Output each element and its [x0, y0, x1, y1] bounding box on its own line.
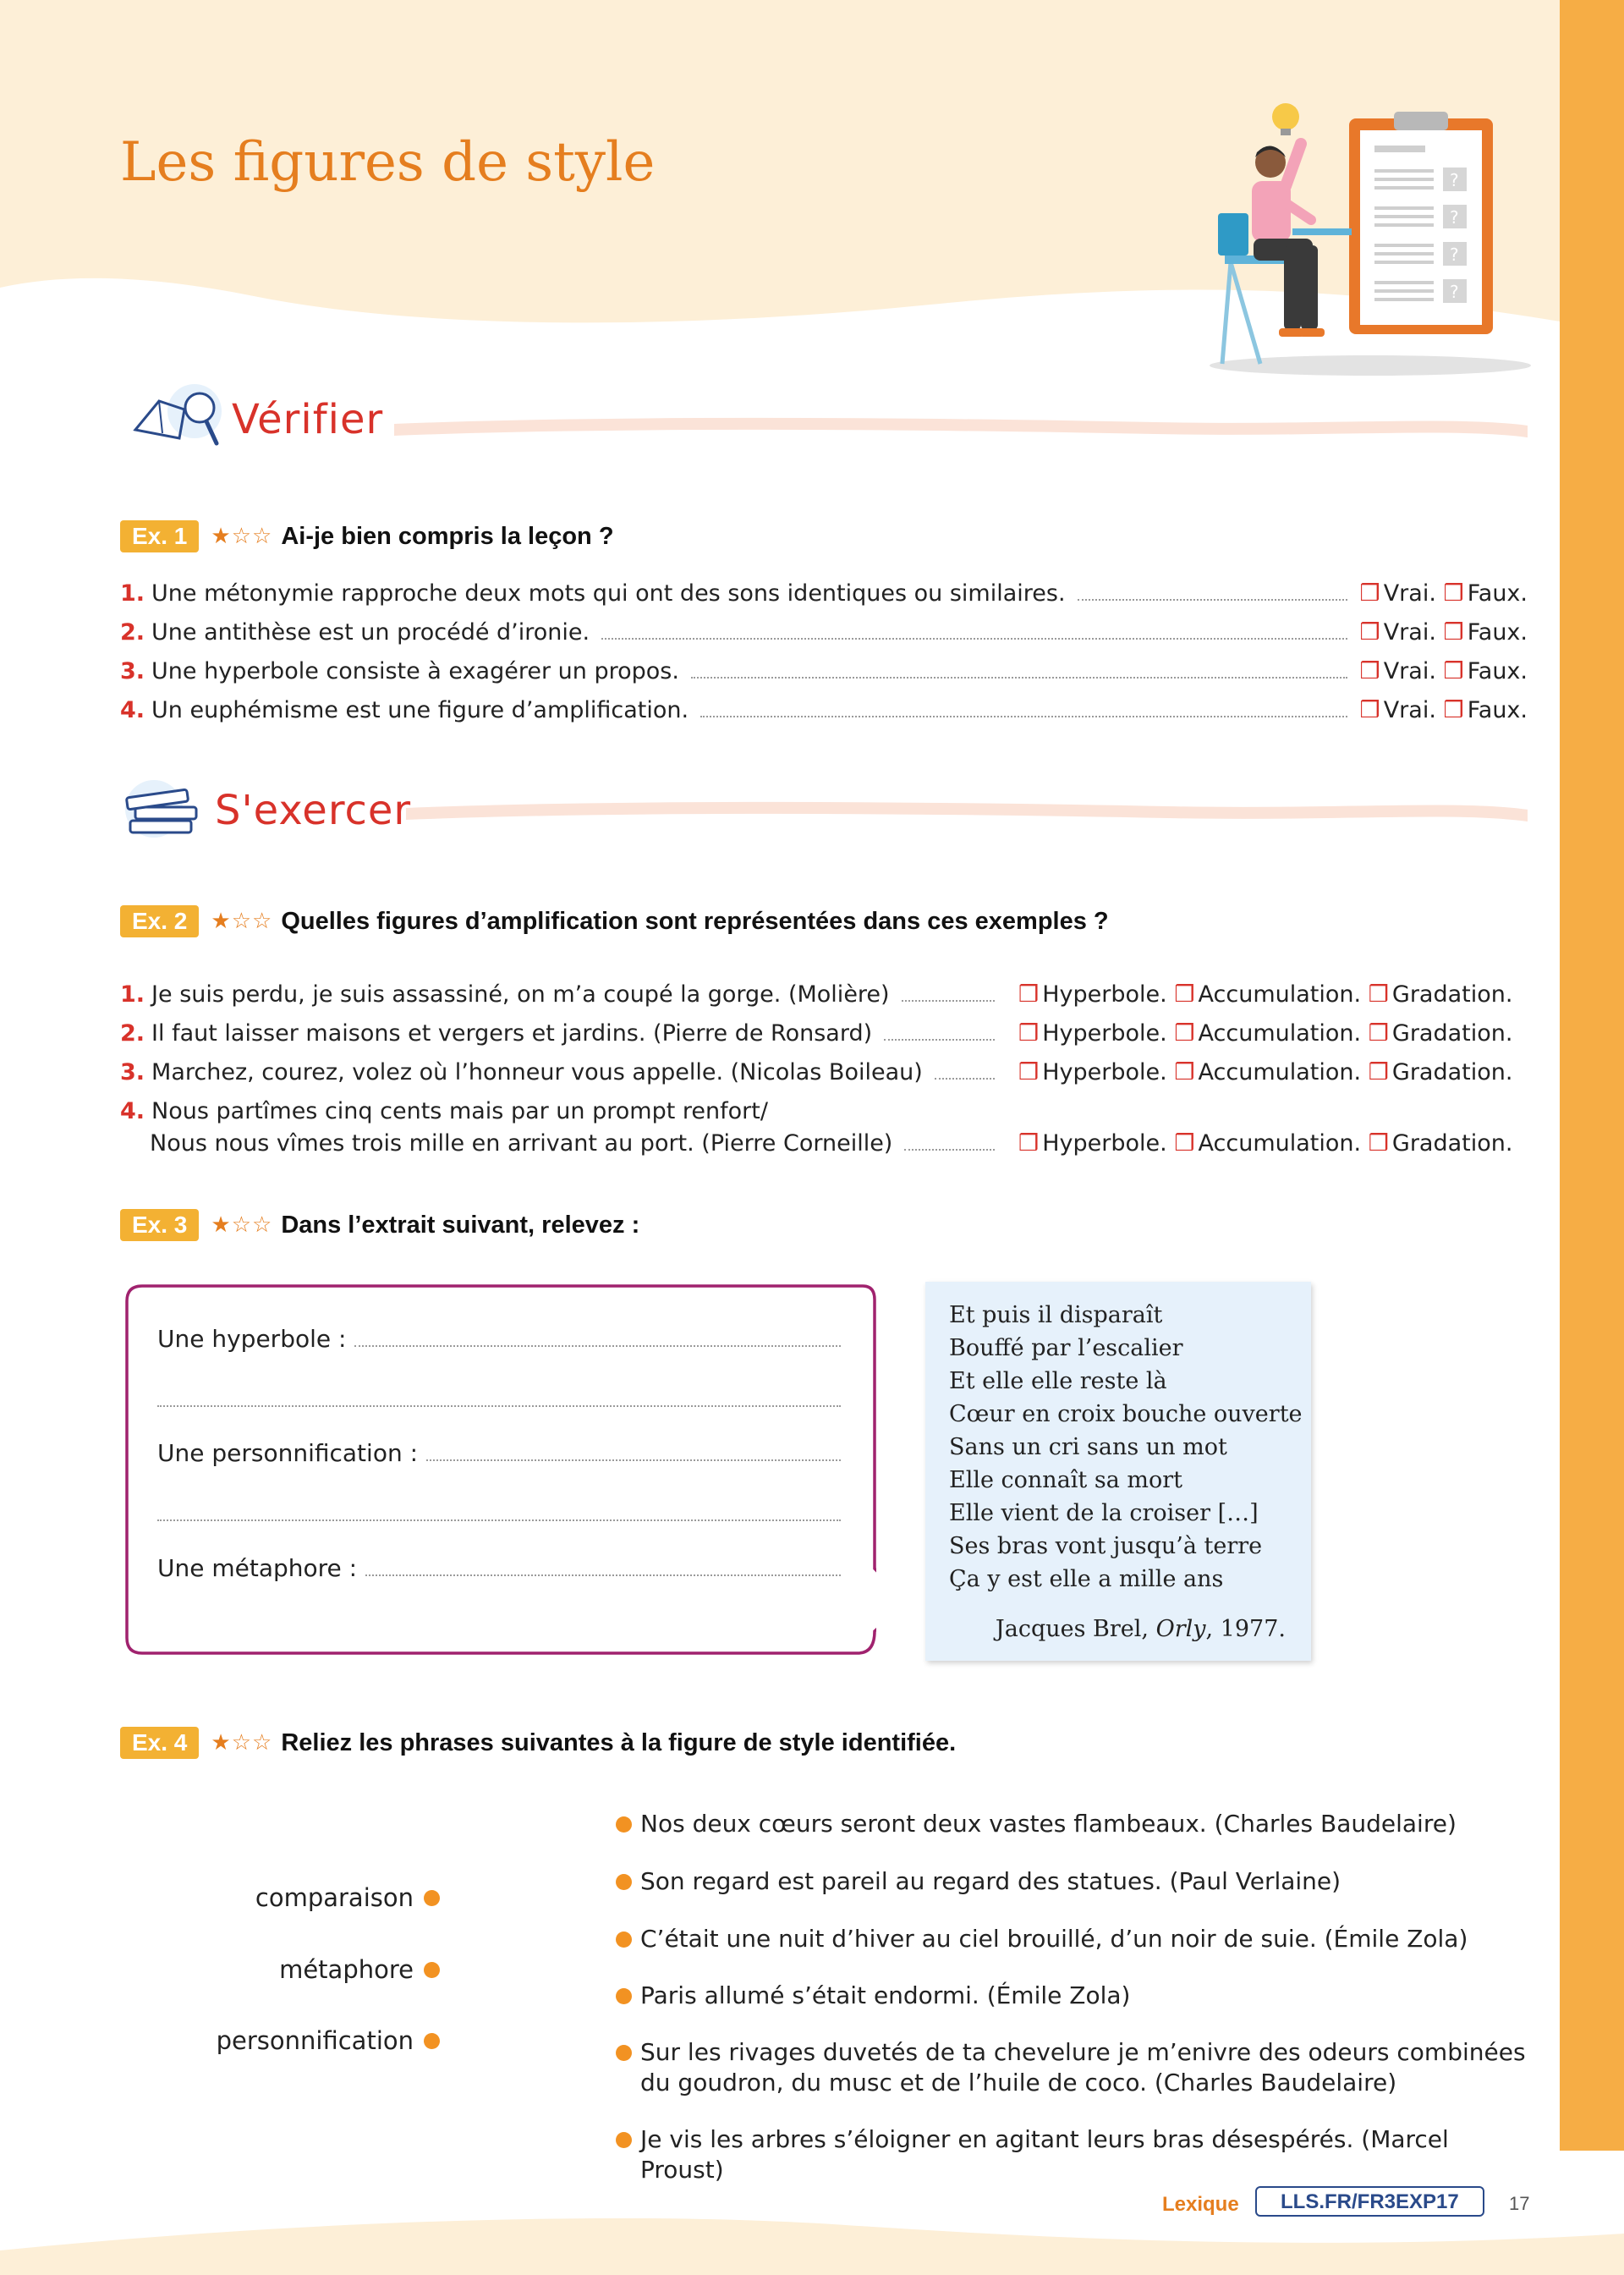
poem-line: Ses bras vont jusqu’à terre [949, 1533, 1263, 1559]
checkbox-gradation[interactable]: ❒ [1368, 1020, 1389, 1047]
footer-link[interactable]: LLS.FR/FR3EXP17 [1255, 2186, 1484, 2217]
sentence-item[interactable]: Sur les rivages duvetés de ta chevelure je m’enivre des odeurs combinées du goudron, du musc et de l’huile de coco. (Charles Baudelaire) [616, 2037, 1538, 2098]
checkbox-false[interactable]: ❒ [1443, 658, 1464, 684]
link-dot[interactable] [616, 1932, 632, 1948]
svg-text:?: ? [1450, 170, 1459, 190]
svg-text:?: ? [1450, 282, 1459, 302]
difficulty-stars-icon: ★☆☆ [211, 1212, 273, 1238]
sentence-item[interactable]: Son regard est pareil au regard des statues. (Paul Verlaine) [616, 1866, 1538, 1897]
poem-line: Bouffé par l’escalier [949, 1335, 1183, 1361]
ex1-item: 1. Une métonymie rapproche deux mots qui ont des sons identiques ou similaires. ❒ Vrai. ❒ Faux. [120, 580, 1528, 607]
link-dot[interactable] [616, 2045, 632, 2061]
personnification-field[interactable]: Une personnification : [157, 1439, 841, 1467]
checkbox-hyperbole[interactable]: ❒ [1018, 1020, 1040, 1047]
difficulty-stars-icon: ★☆☆ [211, 1730, 273, 1756]
footer-section: Lexique [1162, 2193, 1239, 2216]
checkbox-accumulation[interactable]: ❒ [1174, 1130, 1195, 1157]
poem-line: Et puis il disparaît [949, 1302, 1163, 1328]
poem-line: Sans un cri sans un mot [949, 1434, 1227, 1460]
section-exercer [120, 768, 411, 853]
ex4-header [120, 1726, 956, 1760]
poem-excerpt [925, 1282, 1311, 1661]
page-number: 17 [1509, 2193, 1530, 2214]
link-dot[interactable] [424, 1890, 440, 1906]
ex2-item: 1. Je suis perdu, je suis assassiné, on m’a coupé la gorge. (Molière) ❒ Hyperbole. ❒ Accumulation. ❒ Gradation. [120, 981, 1513, 1008]
answer-dotted-line [1078, 599, 1348, 601]
poem-line: Ça y est elle a mille ans [949, 1566, 1224, 1592]
link-dot[interactable] [616, 1874, 632, 1890]
answer-dotted-line [700, 716, 1347, 717]
difficulty-stars-icon: ★☆☆ [211, 524, 273, 549]
hyperbole-field[interactable]: Une hyperbole : [157, 1325, 841, 1353]
ex2-item-continued: Nous nous vîmes trois mille en arrivant au port. (Pierre Corneille) ❒ Hyperbole. ❒ Accumulation. ❒ Gradation. [150, 1130, 1513, 1157]
side-band [1560, 0, 1624, 2151]
ex2-badge: Ex. 2 [120, 905, 199, 937]
section-title-exercer: S'exercer [215, 787, 412, 834]
sentence-item[interactable]: Paris allumé s’était endormi. (Émile Zola) [616, 1981, 1538, 2011]
ex2-item: 3. Marchez, courez, volez où l’honneur vous appelle. (Nicolas Boileau) ❒ Hyperbole. ❒ Accumulation. ❒ Gradation. [120, 1059, 1513, 1085]
answer-dotted-line[interactable] [157, 1519, 841, 1521]
link-dot[interactable] [616, 1816, 632, 1833]
difficulty-stars-icon: ★☆☆ [211, 909, 273, 934]
checkbox-true[interactable]: ❒ [1359, 619, 1380, 646]
answer-dotted-line [601, 638, 1347, 640]
section-divider [406, 800, 1528, 826]
answer-dotted-line [884, 1039, 995, 1041]
ex4-question: Reliez les phrases suivantes à la figure de style identifiée. [281, 1728, 957, 1756]
checkbox-false[interactable]: ❒ [1443, 697, 1464, 723]
checkbox-accumulation[interactable]: ❒ [1174, 1020, 1195, 1047]
checkbox-accumulation[interactable]: ❒ [1174, 1059, 1195, 1085]
ex1-item: 2. Une antithèse est un procédé d’ironie. ❒ Vrai. ❒ Faux. [120, 619, 1528, 646]
page-title: Les figures de style [120, 131, 656, 194]
figure-metaphore[interactable]: métaphore [85, 1955, 440, 1984]
section-divider [394, 416, 1528, 442]
sentence-item[interactable]: Je vis les arbres s’éloigner en agitant leurs bras désespérés. (Marcel Proust) [616, 2124, 1538, 2185]
checkbox-accumulation[interactable]: ❒ [1174, 981, 1195, 1008]
sentence-item[interactable]: C’était une nuit d’hiver au ciel brouillé, d’un noir de suie. (Émile Zola) [616, 1924, 1538, 1954]
ex3-badge: Ex. 3 [120, 1209, 199, 1241]
ex1-question: Ai-je bien compris la leçon ? [281, 522, 614, 550]
ex2-item: 2. Il faut laisser maisons et vergers et jardins. (Pierre de Ronsard) ❒ Hyperbole. ❒ Accumulation. ❒ Gradation. [120, 1020, 1513, 1047]
ex1-item: 4. Un euphémisme est une figure d’amplification. ❒ Vrai. ❒ Faux. [120, 697, 1528, 723]
answer-dotted-line [935, 1078, 995, 1080]
checkbox-false[interactable]: ❒ [1443, 580, 1464, 607]
poem-line: Cœur en croix bouche ouverte [949, 1401, 1303, 1427]
ex4-badge: Ex. 4 [120, 1727, 199, 1759]
ex2-item: 4. Nous partîmes cinq cents mais par un prompt renfort/ [120, 1098, 768, 1124]
figure-comparaison[interactable]: comparaison [85, 1883, 440, 1912]
ex1-header [120, 519, 614, 553]
checkbox-gradation[interactable]: ❒ [1368, 1059, 1389, 1085]
ex2-header [120, 904, 1109, 938]
figure-personnification[interactable]: personnification [85, 2026, 440, 2055]
checkbox-hyperbole[interactable]: ❒ [1018, 1059, 1040, 1085]
ex1-badge: Ex. 1 [120, 520, 199, 552]
link-dot[interactable] [616, 1988, 632, 2004]
ex3-header [120, 1208, 639, 1242]
svg-text:?: ? [1450, 245, 1459, 265]
poem-line: Et elle elle reste là [949, 1368, 1167, 1394]
checkbox-true[interactable]: ❒ [1359, 580, 1380, 607]
poem-line: Elle connaît sa mort [949, 1467, 1183, 1493]
books-icon [120, 768, 213, 853]
link-dot[interactable] [424, 2033, 440, 2049]
checkbox-true[interactable]: ❒ [1359, 697, 1380, 723]
ex1-item: 3. Une hyperbole consiste à exagérer un propos. ❒ Vrai. ❒ Faux. [120, 658, 1528, 684]
checkbox-false[interactable]: ❒ [1443, 619, 1464, 646]
student-clipboard-illustration [1201, 93, 1539, 381]
ex2-question: Quelles figures d’amplification sont représentées dans ces exemples ? [281, 907, 1109, 935]
poem-citation: Jacques Brel, Orly, 1977. [995, 1616, 1286, 1642]
section-verifier [129, 377, 383, 462]
checkbox-hyperbole[interactable]: ❒ [1018, 1130, 1040, 1157]
ex3-question: Dans l’extrait suivant, relevez : [281, 1211, 640, 1239]
link-dot[interactable] [616, 2132, 632, 2148]
checkbox-gradation[interactable]: ❒ [1368, 1130, 1389, 1157]
answer-dotted-line [904, 1149, 995, 1151]
metaphore-field[interactable]: Une métaphore : [157, 1554, 841, 1582]
answer-dotted-line [902, 1000, 995, 1002]
answer-dotted-line[interactable] [157, 1405, 841, 1407]
checkbox-gradation[interactable]: ❒ [1368, 981, 1389, 1008]
section-title-verifier: Vérifier [232, 396, 384, 443]
checkbox-hyperbole[interactable]: ❒ [1018, 981, 1040, 1008]
svg-text:?: ? [1450, 207, 1459, 228]
link-dot[interactable] [424, 1962, 440, 1978]
answer-dotted-line [691, 677, 1348, 679]
magnifier-book-icon [129, 377, 230, 462]
sentence-item[interactable]: Nos deux cœurs seront deux vastes flambeaux. (Charles Baudelaire) [616, 1809, 1538, 1839]
checkbox-true[interactable]: ❒ [1359, 658, 1380, 684]
poem-line: Elle vient de la croiser […] [949, 1500, 1259, 1526]
